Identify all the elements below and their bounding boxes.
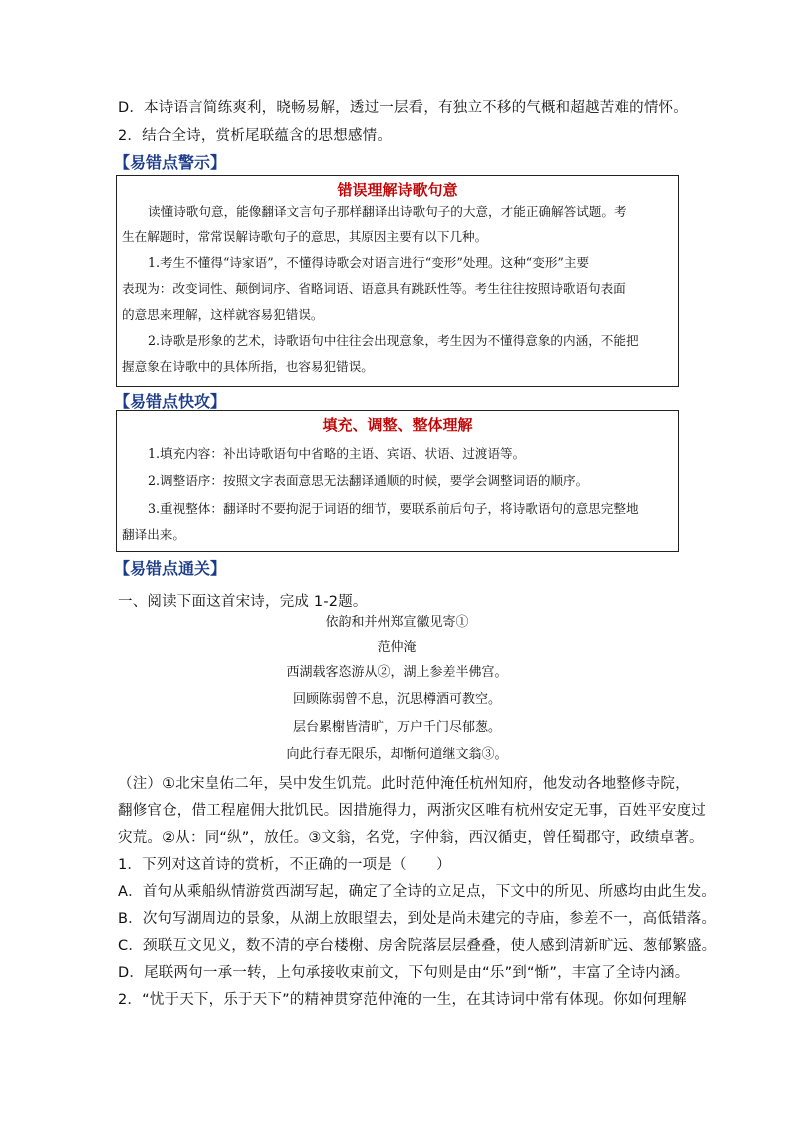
warning-paragraph-line: 的意思来理解，这样就容易犯错误。	[122, 307, 324, 322]
warning-paragraph-line: 握意象在诗歌中的具体所指，也容易犯错误。	[122, 359, 374, 374]
warning-heading: 【易错点警示】	[114, 153, 227, 172]
poem-author: 范仲淹	[377, 640, 417, 655]
poem-line: 回顾陈弱曾不息，沉思樽酒可教空。	[292, 692, 501, 707]
warning-paragraph-line: 2.诗歌是形象的艺术，诗歌语句中往往会出现意象，考生因为不懂得意象的内涵，不能把	[148, 333, 639, 348]
attack-box-title: 填充、调整、整体理解	[322, 416, 473, 434]
question-1-text: 1．下列对这首诗的赏析，不正确的一项是（ ）	[118, 857, 451, 873]
note-line: 翻修官仓，借工程雇佣大批饥民。因措施得力，两浙灾区唯有杭州安定无事，百姓平安度过	[118, 803, 706, 819]
attack-heading: 【易错点快攻】	[114, 392, 227, 411]
attack-paragraph-line: 2.调整语序：按照文字表面意思无法翻译通顺的时候，要学会调整词语的顺序。	[148, 473, 589, 488]
option-c-text: C．颈联互文见义，数不清的亭台楼榭、房舍院落层层叠叠，使人感到清新旷远、葱郁繁盛。	[118, 938, 717, 954]
poem-line: 西湖载客恣游从②，湖上参差半佛宫。	[286, 665, 508, 680]
poem-line: 层台累榭皆清旷，万户千门尽郁葱。	[292, 720, 501, 735]
question-2-text: 2．“忧于天下，乐于天下”的精神贯穿范仲淹的一生，在其诗词中常有体现。你如何理解	[118, 992, 687, 1008]
warning-paragraph-line: 读懂诗歌句意，能像翻译文言句子那样翻译出诗歌句子的大意，才能正确解答试题。考	[148, 204, 627, 219]
option-b-text: B．次句写湖周边的景象，从湖上放眼望去，到处是尚未建完的寺庙，参差不一，高低错落。	[118, 911, 717, 927]
pass-heading: 【易错点通关】	[114, 559, 227, 578]
option-d-text: D．尾联两句一承一转，上句承接收束前文，下句则是由“乐”到“惭”，丰富了全诗内涵。	[118, 965, 690, 981]
warning-paragraph-line: 表现为：改变词性、颠倒词序、省略词语、语意具有跳跃性等。考生往往按照诗歌语句表面	[122, 281, 626, 296]
attack-paragraph-line: 翻译出来。	[122, 527, 185, 542]
option-a-text: A．首句从乘船纵情游赏西湖写起，确定了全诗的立足点，下文中的所见、所感均由此生发。	[118, 884, 717, 900]
warning-box-title: 错误理解诗歌句意	[337, 181, 458, 199]
warning-paragraph-line: 生在解题时，常常误解诗歌句子的意思，其原因主要有以下几种。	[122, 229, 488, 244]
reading-intro: 一、阅读下面这首宋诗，完成 1-2题。	[118, 594, 368, 610]
poem-title: 依韵和并州郑宣徽见寄①	[325, 615, 469, 630]
attack-paragraph-line: 1.填充内容：补出诗歌语句中省略的主语、宾语、状语、过渡语等。	[148, 446, 526, 461]
note-line: （注）①北宋皇佑二年，吴中发生饥荒。此时范仲淹任杭州知府，他发动各地整修寺院，	[118, 776, 690, 792]
question-2-text: 2．结合全诗，赏析尾联蕴含的思想感情。	[118, 128, 393, 144]
poem-line: 向此行春无限乐，却惭何道继文翁③。	[286, 747, 508, 762]
warning-paragraph-line: 1.考生不懂得“诗家语”，不懂得诗歌会对语言进行“变形”处理。这种“变形”主要	[148, 255, 590, 270]
attack-paragraph-line: 3.重视整体：翻译时不要拘泥于词语的细节，要联系前后句子，将诗歌语句的意思完整地	[148, 501, 639, 516]
note-line: 灾荒。②从：同“纵”，放任。③文翁，名党，字仲翁，西汉循吏，曾任蜀郡守，政绩卓著。	[118, 830, 704, 846]
option-d-text: D．本诗语言简练爽利，晓畅易解，透过一层看，有独立不移的气概和超越苦难的情怀。	[118, 100, 688, 116]
